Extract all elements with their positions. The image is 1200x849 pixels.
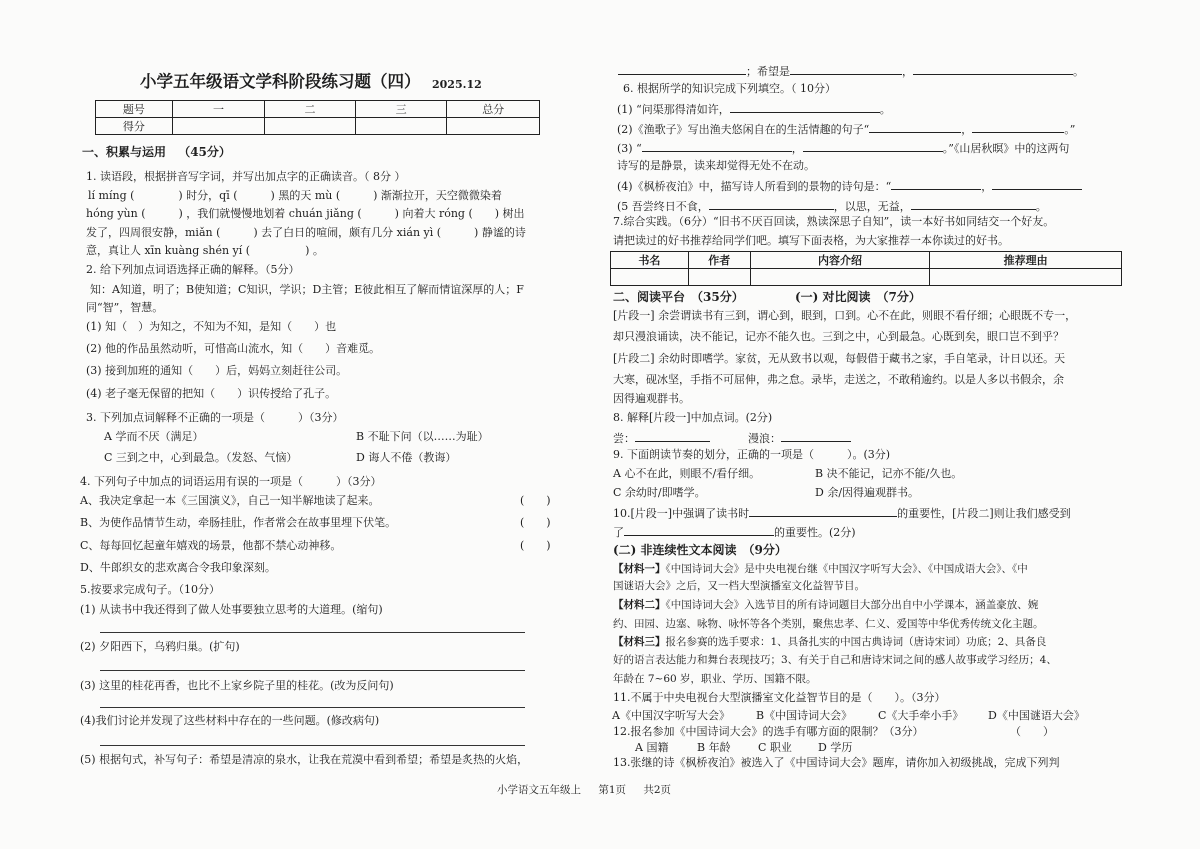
fill-blank bbox=[709, 198, 834, 210]
q6-text: (4)《枫桥夜泊》中，描写诗人所看到的景物的诗句是：“ bbox=[617, 180, 892, 193]
q4-option-a: A、我决定拿起一本《三国演义》，自己一知半解地读了起来。 bbox=[80, 494, 380, 507]
q6-item-5 bbox=[617, 198, 1047, 214]
q11-option-b: B《中国诗词大会》 bbox=[756, 709, 853, 722]
q10-text: 10.[片段一]中强调了读书时 bbox=[613, 507, 750, 520]
q4-option-b: B、为使作品情节生动，牵肠挂肚，作者常会在故事里埋下伏笔。 bbox=[80, 516, 397, 529]
q10-text: 的重要性。(2分) bbox=[774, 526, 856, 539]
q5-item: (3) 这里的桂花再香，也比不上家乡院子里的桂花。(改为反问句) bbox=[80, 679, 394, 692]
q10-line-1 bbox=[613, 505, 1071, 521]
book-table-cell bbox=[930, 269, 1122, 286]
q9-option-d: D 余/因得遍观群书。 bbox=[815, 486, 920, 499]
q12-option-b: B 年龄 bbox=[697, 741, 731, 754]
q6-text: 。”《山居秋暝》中的这两句 bbox=[942, 142, 1070, 155]
q6-text: 。” bbox=[1064, 123, 1076, 136]
q6-text: (2)《渔歌子》写出渔夫悠闲自在的生活情趣的句子“ bbox=[617, 123, 870, 136]
material-text: 报名参赛的选手要求：1、具备扎实的中国古典诗词（唐诗宋词）功底；2、具备良 bbox=[665, 636, 1047, 648]
score-cell bbox=[265, 118, 356, 135]
fill-blank bbox=[781, 430, 851, 442]
fill-blank bbox=[992, 178, 1082, 190]
q12-stem: 12.报名参加《中国诗词大会》的选手有哪方面的限制？（3分） bbox=[613, 725, 924, 738]
section-1-title: 一、积累与运用 bbox=[82, 145, 167, 159]
q5-stem: 5.按要求完成句子。（10分） bbox=[80, 583, 220, 596]
q8-word-2 bbox=[748, 430, 851, 446]
book-table-cell bbox=[611, 269, 689, 286]
q4-answer-paren: ( ) bbox=[520, 494, 551, 507]
score-cell bbox=[172, 118, 265, 135]
q2-item: (3) 接到加班的通知（ ）后，妈妈立刻赶往公司。 bbox=[86, 364, 348, 377]
fill-blank bbox=[635, 430, 710, 442]
passage-2-line: 因得遍观群书。 bbox=[613, 392, 690, 405]
section-2-sub1-heading: (一) 对比阅读 （7分） bbox=[795, 290, 921, 304]
q11-option-c: C《大手牵小手》 bbox=[878, 709, 964, 722]
q12-option-c: C 职业 bbox=[758, 741, 792, 754]
q9-option-b: B 决不能记，记亦不能/久也。 bbox=[815, 467, 963, 480]
exam-date: 2025.12 bbox=[432, 78, 482, 91]
book-table-cell bbox=[688, 269, 750, 286]
q5-item5-continuation bbox=[618, 63, 1084, 79]
section-1-heading bbox=[82, 145, 231, 159]
q8-word: 漫浪： bbox=[748, 432, 781, 445]
q12-answer-paren: （ ） bbox=[1010, 725, 1054, 738]
q6-stem: 6. 根据所学的知识完成下列填空。（ 10分） bbox=[623, 82, 836, 95]
q6-item-1 bbox=[617, 101, 891, 117]
book-table-header-row bbox=[611, 252, 1122, 269]
q10-text: 了 bbox=[613, 526, 624, 539]
q5-item: (1) 从读书中我还得到了做人处事要独立思考的大道理。(缩句) bbox=[80, 603, 383, 616]
q6-text: 。 bbox=[1035, 200, 1047, 213]
q8-stem: 8. 解释[片段一]中加点词。(2分) bbox=[613, 411, 773, 424]
answer-line bbox=[100, 707, 525, 708]
q1-line: hóng yùn ( ) ，我们就慢慢地划着 chuán jiǎng ( ) 向着大 róng ( ) 树出 bbox=[86, 207, 525, 220]
score-table-header-row bbox=[96, 101, 540, 118]
book-table-header: 书名 bbox=[611, 252, 689, 269]
score-table bbox=[95, 100, 540, 135]
q6-text: (3) “ bbox=[617, 142, 642, 155]
passage-1-line: 却只漫浪诵读，决不能记，记亦不能久也。三到之中，心到最急。心既到矣，眼口岂不到乎？ bbox=[613, 330, 1064, 343]
material-label: 【材料三】 bbox=[613, 636, 666, 648]
q10-line-2 bbox=[613, 524, 856, 540]
q11-option-a: A《中国汉字听写大会》 bbox=[612, 709, 730, 722]
answer-line bbox=[100, 745, 525, 746]
material-2-line: 约、田园、边塞、咏物、咏怀等各个类别，聚焦忠孝、仁义、爱国等中华优秀传统文化主题。 bbox=[613, 618, 1044, 630]
q3-option-d: D 诲人不倦（教诲） bbox=[356, 451, 457, 464]
material-3-line: 年龄在 7~60 岁，职业、学历、国籍不限。 bbox=[613, 673, 817, 685]
q7-stem: 7.综合实践。（6分）“旧书不厌百回读，熟读深思子自知”，读一本好书如同结交一个好友。 bbox=[613, 215, 1055, 228]
q8-word-1 bbox=[613, 430, 710, 446]
book-table-cell bbox=[750, 269, 930, 286]
q4-answer-paren: ( ) bbox=[520, 516, 551, 529]
score-header-cell: 二 bbox=[265, 101, 356, 118]
q3-option-a: A 学而不厌（满足） bbox=[104, 430, 204, 443]
q6-item-2 bbox=[617, 121, 1075, 137]
answer-line bbox=[100, 670, 525, 671]
footer-page: 第1页 bbox=[598, 784, 627, 796]
fill-blank bbox=[618, 63, 746, 75]
q9-stem: 9. 下面朗读节奏的划分，正确的一项是（ ）。(3分) bbox=[613, 448, 891, 461]
material-3-line bbox=[613, 635, 1046, 649]
q5-item: (2) 夕阳西下，乌鸦归巢。(扩句) bbox=[80, 640, 240, 653]
exam-title: 小学五年级语文学科阶段练习题（四） bbox=[140, 72, 421, 91]
material-1-line: 国谜语大会》之后，又一档大型演播室文化益智节目。 bbox=[613, 580, 865, 592]
q2-item: (2) 他的作品虽然动听，可惜高山流水，知（ ）音难觅。 bbox=[86, 342, 381, 355]
fill-blank bbox=[642, 140, 792, 152]
section-2-heading: 二、阅读平台 （35分） bbox=[613, 290, 744, 304]
q4-stem: 4. 下列句子中加点的词语运用有误的一项是（ ）（3分） bbox=[80, 475, 382, 488]
q2-definition: 知：A知道，明了；B使知道；C知识，学识；D主管；E彼此相互了解而情谊深厚的人；F bbox=[90, 283, 524, 296]
fill-blank bbox=[913, 63, 1073, 75]
material-text: 《中国诗词大会》是中央电视台继《中国汉字听写大会》、《中国成语大会》、《中 bbox=[665, 563, 1028, 575]
q13-stem: 13.张继的诗《枫桥夜泊》被选入了《中国诗词大会》题库，请你加入初级挑战，完成下列判 bbox=[613, 756, 1060, 769]
q5-item: (5) 根据句式，补写句子：希望是清凉的泉水，让我在荒漠中看到希望；希望是炙热的火焰， bbox=[80, 753, 529, 766]
q4-option-d: D、牛郎织女的悲欢离合令我印象深刻。 bbox=[80, 561, 276, 574]
q3-stem: 3. 下列加点词解释不正确的一项是（ ）（3分） bbox=[86, 411, 344, 424]
material-2-line bbox=[613, 598, 1038, 612]
score-cell bbox=[355, 118, 447, 135]
q2-definition: 同“智”，智慧。 bbox=[86, 301, 164, 314]
fill-blank bbox=[869, 121, 961, 133]
q9-option-c: C 余幼时/即嗜学。 bbox=[613, 486, 706, 499]
q6-text: ， bbox=[981, 180, 993, 193]
fill-blank bbox=[790, 63, 902, 75]
book-table-header: 内容介绍 bbox=[750, 252, 930, 269]
section-2-sub2-heading: (二) 非连续性文本阅读 （9分） bbox=[613, 543, 787, 557]
book-table-header: 作者 bbox=[688, 252, 750, 269]
book-recommendation-table bbox=[610, 251, 1122, 286]
fill-blank bbox=[730, 101, 880, 113]
q8-word: 尝： bbox=[613, 432, 635, 445]
q2-item: (4) 老子毫无保留的把知（ ）识传授给了孔子。 bbox=[86, 387, 337, 400]
score-header-cell: 一 bbox=[172, 101, 265, 118]
material-label: 【材料二】 bbox=[613, 599, 666, 611]
book-table-header: 推荐理由 bbox=[930, 252, 1122, 269]
q12-option-d: D 学历 bbox=[818, 741, 853, 754]
q6-text: ，以思，无益， bbox=[833, 200, 911, 213]
passage-2-line: [片段二] 余幼时即嗜学。家贫，无从致书以观，每假借于藏书之家，手自笔录，计日以还。天 bbox=[613, 352, 1066, 365]
q1-line: 发了，四周很安静，miǎn ( ) 去了白日的喧闹，颇有几分 xián yì ( ) 静谧的诗 bbox=[86, 226, 526, 239]
passage-2-line: 大寒，砚冰坚，手指不可屈伸，弗之怠。录毕，走送之，不敢稍逾约。以是人多以书假余，余 bbox=[613, 373, 1064, 386]
q1-line: 意，真让人 xīn kuàng shén yí ( ) 。 bbox=[86, 244, 324, 257]
q3-option-c: C 三到之中，心到最急。（发怒、气恼） bbox=[104, 451, 298, 464]
q1-stem: 1. 读语段，根据拼音写字词，并写出加点字的正确读音。（ 8分 ） bbox=[86, 170, 406, 183]
footer-total: 共2页 bbox=[643, 784, 672, 796]
score-header-cell: 总分 bbox=[447, 101, 540, 118]
q2-item: (1) 知（ ）为知之，不知为不知，是知（ ）也 bbox=[86, 320, 337, 333]
q7-stem-cont: 请把读过的好书推荐给同学们吧。填写下面表格，为大家推荐一本你读过的好书。 bbox=[613, 234, 1009, 247]
passage-1-line: [片段一] 余尝谓读书有三到，谓心到，眼到，口到。心不在此，则眼不看仔细；心眼既不专一， bbox=[613, 309, 1077, 322]
material-1-line bbox=[613, 562, 1028, 576]
q10-text: 的重要性，[片段二]则让我们感受到 bbox=[897, 507, 1071, 520]
q3-option-b: B 不耻下问（以……为耻） bbox=[356, 430, 489, 443]
q6-item-4 bbox=[617, 178, 1082, 194]
material-3-line: 好的语言表达能力和舞台表现技巧；3、有关于自己和唐诗宋词之间的感人故事或学习经历；4、 bbox=[613, 654, 1057, 666]
q9-option-a: A 心不在此，则眼不/看仔细。 bbox=[613, 467, 761, 480]
q5-cont-text: ， bbox=[902, 65, 913, 78]
q6-text: 。 bbox=[879, 103, 891, 116]
book-table-empty-row bbox=[611, 269, 1122, 286]
fill-blank bbox=[803, 140, 943, 152]
score-row-label: 得分 bbox=[96, 118, 173, 135]
score-header-cell: 题号 bbox=[96, 101, 173, 118]
fill-blank bbox=[624, 524, 774, 536]
material-label: 【材料一】 bbox=[613, 563, 666, 575]
q11-stem: 11.不属于中央电视台大型演播室文化益智节目的是（ ）。（3分） bbox=[613, 691, 946, 704]
fill-blank bbox=[911, 198, 1036, 210]
q6-item-3-cont: 诗写的是静景，读来却觉得无处不在动。 bbox=[617, 159, 815, 172]
fill-blank bbox=[972, 121, 1064, 133]
q6-item-3 bbox=[617, 140, 1069, 156]
q5-cont-text: 。 bbox=[1073, 65, 1084, 78]
footer-subject: 小学语文五年级上 bbox=[497, 784, 581, 796]
fill-blank bbox=[891, 178, 981, 190]
score-cell bbox=[447, 118, 540, 135]
q12-option-a: A 国籍 bbox=[635, 741, 669, 754]
score-header-cell: 三 bbox=[355, 101, 447, 118]
page-footer bbox=[497, 783, 685, 797]
answer-line bbox=[100, 632, 525, 633]
q2-stem: 2. 给下列加点词语选择正确的解释。（5分） bbox=[86, 263, 300, 276]
q4-answer-paren: ( ) bbox=[520, 539, 551, 552]
q4-option-c: C、每每回忆起童年嬉戏的场景，他都不禁心动神移。 bbox=[80, 539, 342, 552]
fill-blank bbox=[749, 505, 897, 517]
q6-text: (1) “问渠那得清如许， bbox=[617, 103, 730, 116]
material-text: 《中国诗词大会》入选节目的所有诗词题目大部分出自中小学课本，涵盖豪放、婉 bbox=[665, 599, 1039, 611]
q6-text: ， bbox=[791, 142, 803, 155]
q6-text: ， bbox=[961, 123, 973, 136]
q5-cont-text: ；希望是 bbox=[746, 65, 790, 78]
score-table-score-row bbox=[96, 118, 540, 135]
section-1-points: （45分） bbox=[178, 145, 231, 159]
q11-option-d: D《中国谜语大会》 bbox=[988, 709, 1085, 722]
q5-item: (4)我们讨论并发现了这些材料中存在的一些问题。(修改病句) bbox=[80, 714, 380, 727]
q6-text: (5 吾尝终日不食， bbox=[617, 200, 709, 213]
q1-line: lí míng ( ) 时分，qī ( ) 黑的天 mù ( ) 渐渐拉开，天空微微染着 bbox=[88, 189, 502, 202]
